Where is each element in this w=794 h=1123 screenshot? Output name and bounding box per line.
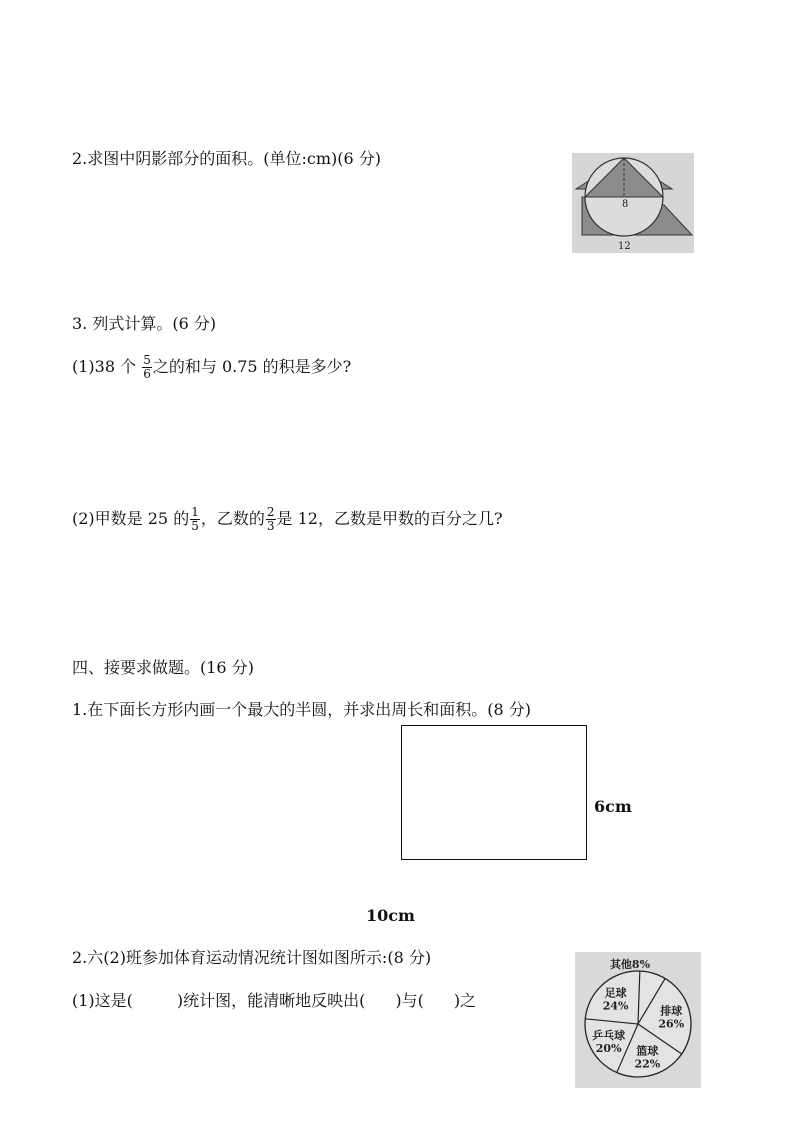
section4-title: 四、接要求做题。(16 分) — [72, 658, 254, 677]
label-8: 8 — [622, 199, 629, 210]
s4-q2-sub1 — [72, 991, 476, 1011]
pie-slice-label-3: 乒乓球 — [592, 1029, 626, 1043]
pie-slice-value-2: 22% — [634, 1057, 661, 1071]
sub1-part-d: )之 — [453, 991, 477, 1010]
pie-slice-value-3: 20% — [595, 1042, 622, 1056]
sub1-part-c: )与( — [395, 991, 424, 1010]
drawing-rectangle[interactable] — [401, 725, 587, 860]
sub1-part-a: (1)这是( — [72, 991, 133, 1010]
sports-pie-chart — [575, 952, 701, 1088]
fraction-1-5: $\frac{1}{5}$ — [191, 505, 199, 533]
pie-slice-label-4: 足球 — [604, 986, 627, 1000]
pie-slice-value-1: 26% — [658, 1017, 685, 1031]
pie-slice-label-0: 其他8% — [609, 958, 651, 971]
pie-slice-label-1: 排球 — [660, 1004, 683, 1018]
fraction-5-6: $\frac{5}{6}$ — [143, 353, 151, 381]
q3-p1-suffix: 之的和与 0.75 的积是多少? — [152, 357, 352, 376]
height-label: 6cm — [594, 797, 632, 816]
s4-q1-text: 1.在下面长方形内画一个最大的半圆，并求出周长和面积。(8 分) — [72, 700, 532, 719]
pie-slice-label-2: 篮球 — [636, 1044, 659, 1058]
q3-p2-suffix: 是 12，乙数是甲数的百分之几? — [276, 509, 503, 528]
fraction-2-3: $\frac{2}{3}$ — [266, 505, 275, 533]
q3-p2-middle: ，乙数的 — [200, 509, 265, 528]
q3-part1 — [72, 354, 351, 381]
q3-p1-prefix: (1)38 个 — [72, 357, 137, 376]
pie-slice-value-4: 24% — [602, 999, 629, 1013]
q2-text: 2.求图中阴影部分的面积。(单位:cm)(6 分) — [72, 149, 382, 168]
s4-q2-text: 2.六(2)班参加体育运动情况统计图如图所示:(8 分) — [72, 948, 432, 967]
q3-p2-prefix: (2)甲数是 25 的 — [72, 509, 190, 528]
label-12: 12 — [618, 241, 631, 252]
shaded-area-figure — [572, 153, 694, 253]
q3-title: 3. 列式计算。(6 分) — [72, 314, 217, 333]
q3-part2 — [72, 506, 503, 533]
width-label: 10cm — [366, 906, 415, 925]
sub1-part-b: )统计图，能清晰地反映出( — [176, 991, 366, 1010]
